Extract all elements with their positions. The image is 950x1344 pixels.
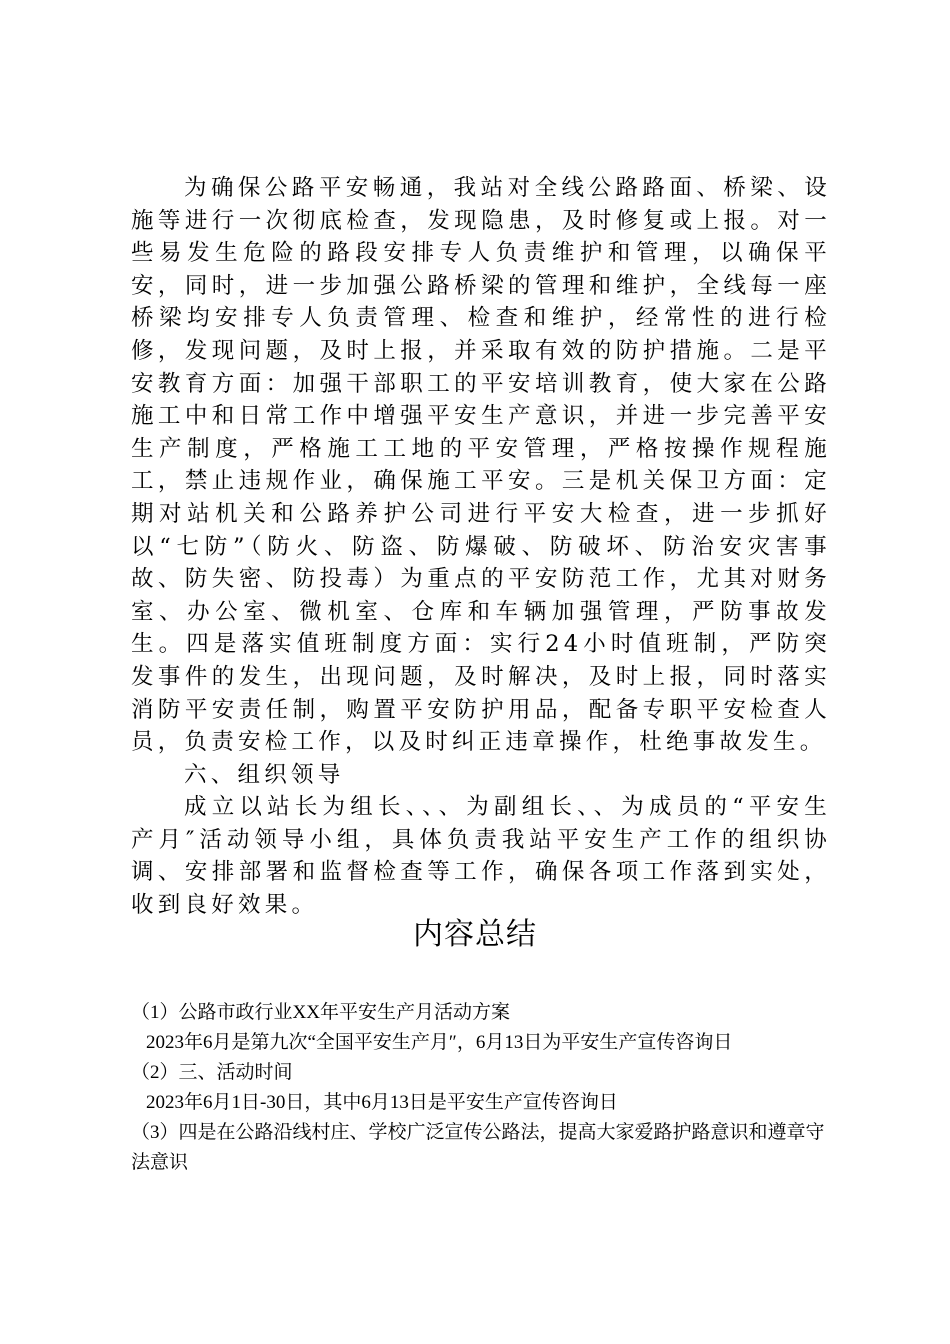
summary-title: 内容总结 bbox=[413, 917, 537, 952]
paragraph-leadership-group: 成立以站长为组长、、、为副组长、、为成员的“平安生产月″活动领导小组，具体负责我站平安生产工作的组织协调、安排部署和监督检查等工作，确保各项工作落到实处，收到良好效果。 bbox=[131, 794, 831, 919]
summary-item: 2023年6月1日-30日，其中6月13日是平安生产宣传咨询日 bbox=[146, 1092, 618, 1113]
summary-item: 2023年6月是第九次“全国平安生产月″，6月13日为平安生产宣传咨询日 bbox=[146, 1032, 733, 1053]
body-text bbox=[131, 172, 831, 922]
paragraph-safety-measures: 为确保公路平安畅通，我站对全线公路路面、桥梁、设施等进行一次彻底检查，发现隐患，及时修复或上报。对一些易发生危险的路段安排专人负责维护和管理，以确保平安，同时，进一步加强公路桥梁的管理和维护，全线每一座桥梁均安排专人负责管理、检查和维护，经常性的进行检修，发现问题，及时上报，并采取有效的防护措施。二是平安教育方面：加强干部职工的平安培训教育，使大家在公路施工中和日常工作中增强平安生产意识，并进一步完善平安生产制度，严格施工工地的平安管理，严格按操作规程施工，禁止违规作业，确保施工平安。三是机关保卫方面：定期对站机关和公路养护公司进行平安大检查，进一步抓好以“七防”（防火、防盗、防爆破、防破坏、防治安灾害事故、防失密、防投毒）为重点的平安防范工作，尤其对财务室、办公室、微机室、仓库和车辆加强管理，严防事故发生。四是落实值班制度方面：实行24小时值班制，严防突发事件的发生，出现问题，及时解决，及时上报，同时落实消防平安责任制，购置平安防护用品，配备专职平安检查人员，负责安检工作，以及时纠正违章操作，杜绝事故发生。 bbox=[131, 175, 831, 756]
summary-item: （1）公路市政行业XX年平安生产月活动方案 bbox=[131, 1002, 510, 1023]
summary-list bbox=[131, 998, 831, 1178]
summary-item: （3）四是在公路沿线村庄、学校广泛宣传公路法，提高大家爱路护路意识和遵章守法意识 bbox=[131, 1122, 825, 1173]
section-heading-organization: 六、组织领导 bbox=[184, 761, 345, 788]
summary-item: （2）三、活动时间 bbox=[131, 1062, 293, 1083]
